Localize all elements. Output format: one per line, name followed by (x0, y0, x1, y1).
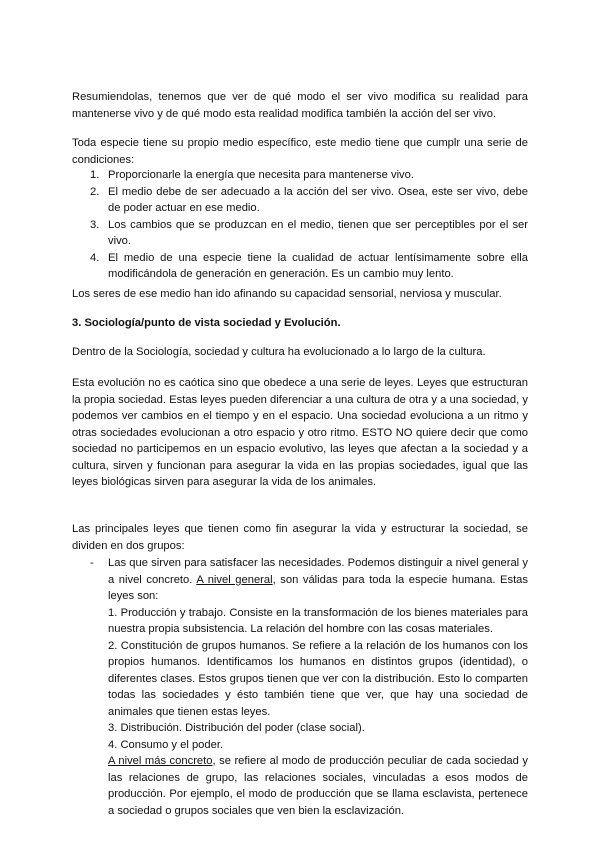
text-line: Los seres de ese medio han ido afinando su capacidad sensorial, nerviosa y muscular. (72, 288, 502, 300)
text-line: Las principales leyes que tienen como fin asegurar la vida y estructurar la sociedad, se (72, 523, 528, 535)
text-line: de poder actuar en ese medio. (108, 202, 260, 214)
text-line: Toda especie tiene su propio medio específico, este medio tiene que cumplr una serie de (72, 137, 528, 149)
list-item (72, 167, 528, 184)
text-line: Dentro de la Sociología, sociedad y cultura ha evolucionado a lo largo de la cultura. (72, 346, 486, 358)
paragraph (72, 89, 528, 122)
list-marker: 4. (90, 251, 100, 264)
underlined-text: A nivel general (196, 573, 273, 586)
text-line: mantenerse vivo y de qué modo esta realidad modifica también la acción del ser vivo. (72, 107, 497, 120)
list-item (72, 250, 528, 283)
list (72, 167, 528, 283)
text-line: 1. Producción y trabajo. Consiste en la transformación de los bienes materiales para (108, 606, 528, 619)
text-line: modificándola de generación en generación. Es un cambio muy lento. (108, 268, 454, 280)
text-line: la propia sociedad. Estas leyes pueden diferenciar a una cultura de otra y a una sociedad, y (72, 393, 528, 406)
text-line: condiciones: (72, 153, 135, 166)
list (72, 555, 528, 819)
text-line: Esta evolución no es caótica sino que obedece a una serie de leyes. Leyes que estructuran (72, 377, 528, 389)
text-line: 4. Consumo y el poder. (108, 738, 224, 751)
text-line: cultura, sirven y funcionan para asegurar la vida en las propias sociedades, igual que las (72, 459, 528, 472)
text-line: todas las sociedades y ésto también tiene que ver, que hay una sociedad de (108, 689, 528, 701)
paragraph (72, 344, 528, 361)
text-line: diferentes clases. Estos grupos tienen que ver con la distribución. Esto lo comparten (108, 672, 528, 685)
list-marker: 2. (90, 185, 100, 198)
text-line: 3. Distribución. Distribución del poder (clase social). (108, 722, 365, 734)
text-line: Proporcionarle la energía que necesita para mantenerse vivo. (108, 169, 414, 181)
text-line: El medio de una especie tiene la cualidad de actuar lentísimamente sobre ella (108, 251, 528, 264)
text-line: leyes son: (108, 590, 159, 602)
paragraph (72, 375, 528, 491)
list-item (72, 217, 528, 250)
text-line: dividen en dos grupos: (72, 539, 185, 552)
text-line: El medio debe de ser adecuado a la acción del ser vivo. Osea, este ser vivo, debe (108, 185, 528, 198)
text-segment: , son válidas para toda la especie humana. Estas (272, 573, 528, 586)
text-line: 3. Sociología/punto de vista sociedad y Evolución. (72, 317, 341, 329)
list-marker: 1. (90, 169, 100, 181)
text-line: Las que sirven para satisfacer las necesidades. Podemos distinguir a nivel general y (108, 557, 528, 569)
text-line: sociedad no participemos en un espacio evolutivo, las leyes que afectan a la sociedad y a (72, 443, 528, 455)
text-line: nuestra propia subsistencia. La relación del hombre con las cosas materiales. (108, 623, 493, 635)
text-segment: , se refiere al modo de producción peculiar de cada sociedad y (212, 755, 528, 767)
list-marker: - (90, 557, 94, 569)
text-line: vivo. (108, 235, 132, 247)
underlined-text: A nivel más concreto (108, 755, 213, 767)
text-line: Los cambios que se produzcan en el medio, tienen que ser perceptibles por el ser (108, 218, 528, 231)
text-line: podemos ver cambios en el tiempo y en el espacio. Una sociedad evoluciona a un ritmo y (72, 410, 528, 422)
text-line: producción. Por ejemplo, el modo de producción que se llama esclavista, pertenece (108, 788, 528, 800)
list-marker: 3. (90, 218, 100, 231)
paragraph (72, 286, 528, 303)
list-item (72, 184, 528, 217)
text-line: leyes biológicas sirven para asegurar la vida de los animales. (72, 476, 377, 488)
text-line: otras sociedades evolucionan a otro espacio y otro ritmo. ESTO NO quiere decir que como (72, 426, 528, 439)
list-item (72, 555, 528, 819)
text-line: 2. Constitución de grupos humanos. Se refiere a la relación de los humanos con los (108, 639, 528, 652)
section-heading (72, 315, 528, 332)
text-line (72, 572, 528, 589)
text-line: propios humanos. Identificamos los humanos en distintos grupos (identidad), o (108, 656, 528, 668)
text-line: a sociedad o grupos sociales que ven bien la esclavización. (108, 804, 405, 817)
paragraph (72, 135, 528, 168)
text-line: Resumiendolas, tenemos que ver de qué modo el ser vivo modifica su realidad para (72, 91, 528, 103)
text-segment: a nivel concreto. (108, 573, 197, 586)
text-line: las relaciones de grupo, las relaciones sociales, vinculadas a esos modos de (108, 771, 528, 784)
paragraph (72, 521, 528, 554)
text-line: animales que tienen estas leyes. (108, 705, 271, 718)
text-line (72, 753, 528, 770)
